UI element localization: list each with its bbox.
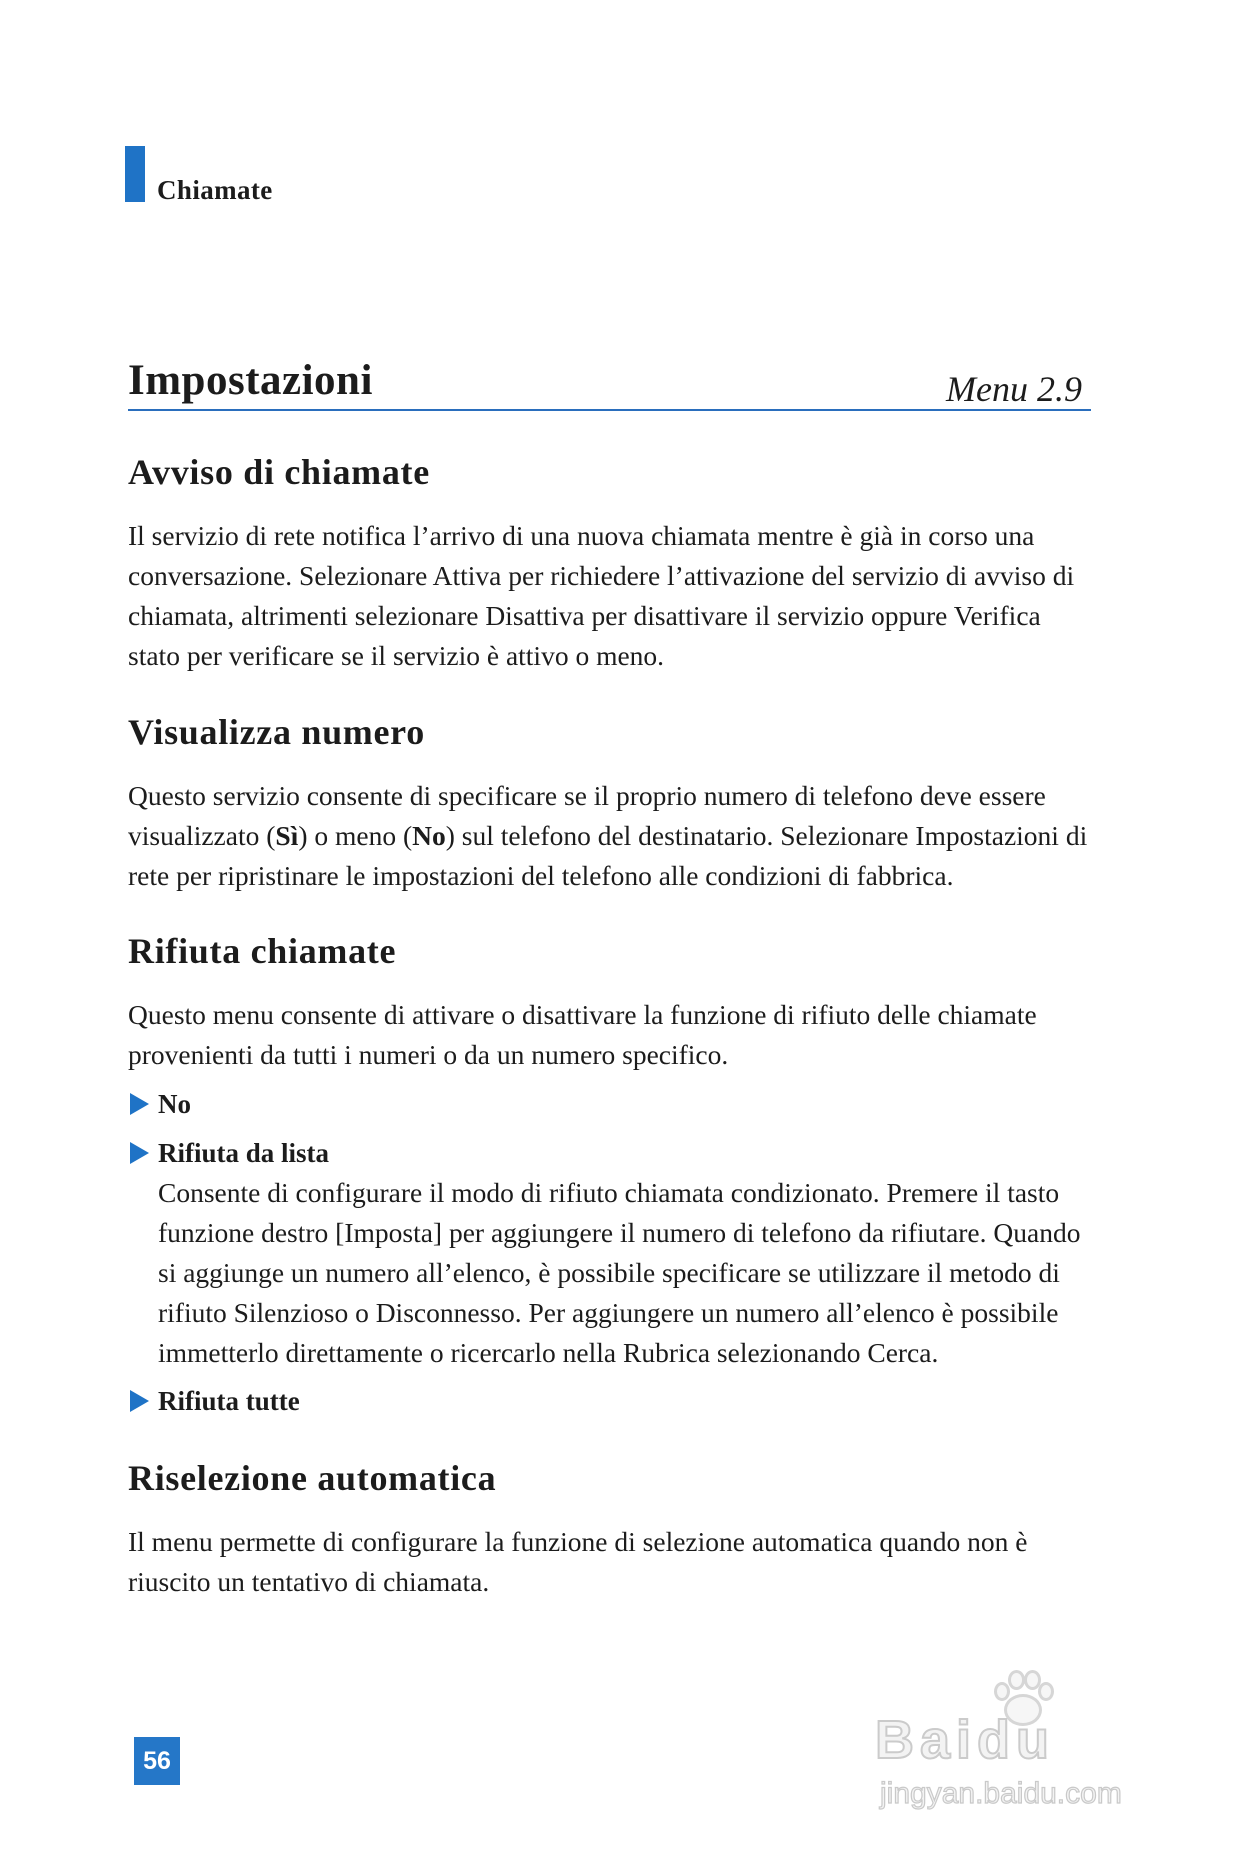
chapter-label: Chiamate <box>157 175 273 205</box>
paragraph-line: stato per verificare se il servizio è attivo o meno. <box>128 640 665 671</box>
paragraph-line: conversazione. Selezionare Attiva per richiedere l’attivazione del servizio di avviso di <box>128 560 1075 591</box>
option-label: Rifiuta da lista <box>158 1138 330 1168</box>
line-text: ) o meno ( <box>298 820 413 851</box>
section-paragraph-riselezione <box>128 1522 1028 1602</box>
section-paragraph-rifiuta <box>128 995 1037 1075</box>
bullet-triangle-icon <box>130 1390 149 1412</box>
option-item-rifiuta-tutte <box>130 1381 300 1421</box>
watermark-brand: Baidu <box>875 1710 1056 1770</box>
title-divider <box>128 409 1091 411</box>
bullet-triangle-icon <box>130 1142 149 1164</box>
section-paragraph-avviso <box>128 516 1074 676</box>
section-heading-avviso: Avviso di chiamate <box>128 452 430 492</box>
bullet-triangle-icon <box>130 1093 149 1115</box>
option-si: Sì <box>275 820 299 851</box>
paragraph-line: provenienti da tutti i numeri o da un numero specifico. <box>128 1039 729 1070</box>
option-item-no <box>130 1084 191 1124</box>
option-item-rifiuta-da-lista <box>130 1133 329 1173</box>
watermark <box>870 1668 1170 1818</box>
menu-reference: Menu 2.9 <box>946 369 1082 409</box>
page-number: 56 <box>134 1737 180 1785</box>
watermark-url: jingyan.baidu.com <box>880 1777 1122 1810</box>
paragraph-line: Questo servizio consente di specificare se il proprio numero di telefono deve essere <box>128 780 1046 811</box>
paragraph-line: chiamata, altrimenti selezionare Disattiva per disattivare il servizio oppure Verifica <box>128 600 1041 631</box>
line-text: visualizzato ( <box>128 820 276 851</box>
paragraph-line: Consente di configurare il modo di rifiuto chiamata condizionato. Premere il tasto <box>158 1177 1060 1208</box>
option-label: Rifiuta tutte <box>158 1386 300 1416</box>
paragraph-line: immetterlo direttamente o ricercarlo nella Rubrica selezionando Cerca. <box>158 1337 939 1368</box>
option-no: No <box>412 820 446 851</box>
paragraph-line: rete per ripristinare le impostazioni del telefono alle condizioni di fabbrica. <box>128 860 954 891</box>
paragraph-line: Questo menu consente di attivare o disattivare la funzione di rifiuto delle chiamate <box>128 999 1037 1030</box>
paragraph-line: si aggiunge un numero all’elenco, è possibile specificare se utilizzare il metodo di <box>158 1257 1060 1288</box>
option-description <box>158 1173 1080 1373</box>
line-text: ) sul telefono del destinatario. Selezionare Impostazioni di <box>445 820 1088 851</box>
section-heading-riselezione: Riselezione automatica <box>128 1458 497 1498</box>
paragraph-line: funzione destro [Imposta] per aggiungere il numero di telefono da rifiutare. Quando <box>158 1217 1081 1248</box>
option-label: No <box>158 1089 191 1119</box>
paragraph-line: Il menu permette di configurare la funzione di selezione automatica quando non è <box>128 1526 1028 1557</box>
header-accent-bar <box>125 146 145 202</box>
paragraph-line: rifiuto Silenzioso o Disconnesso. Per aggiungere un numero all’elenco è possibile <box>158 1297 1059 1328</box>
section-heading-visualizza: Visualizza numero <box>128 712 425 752</box>
paragraph-line: riuscito un tentativo di chiamata. <box>128 1566 490 1597</box>
paragraph-line <box>128 816 1087 856</box>
paragraph-line: Il servizio di rete notifica l’arrivo di una nuova chiamata mentre è già in corso una <box>128 520 1035 551</box>
section-paragraph-visualizza <box>128 776 1087 896</box>
section-heading-rifiuta: Rifiuta chiamate <box>128 931 397 971</box>
page-title: Impostazioni <box>128 357 373 404</box>
